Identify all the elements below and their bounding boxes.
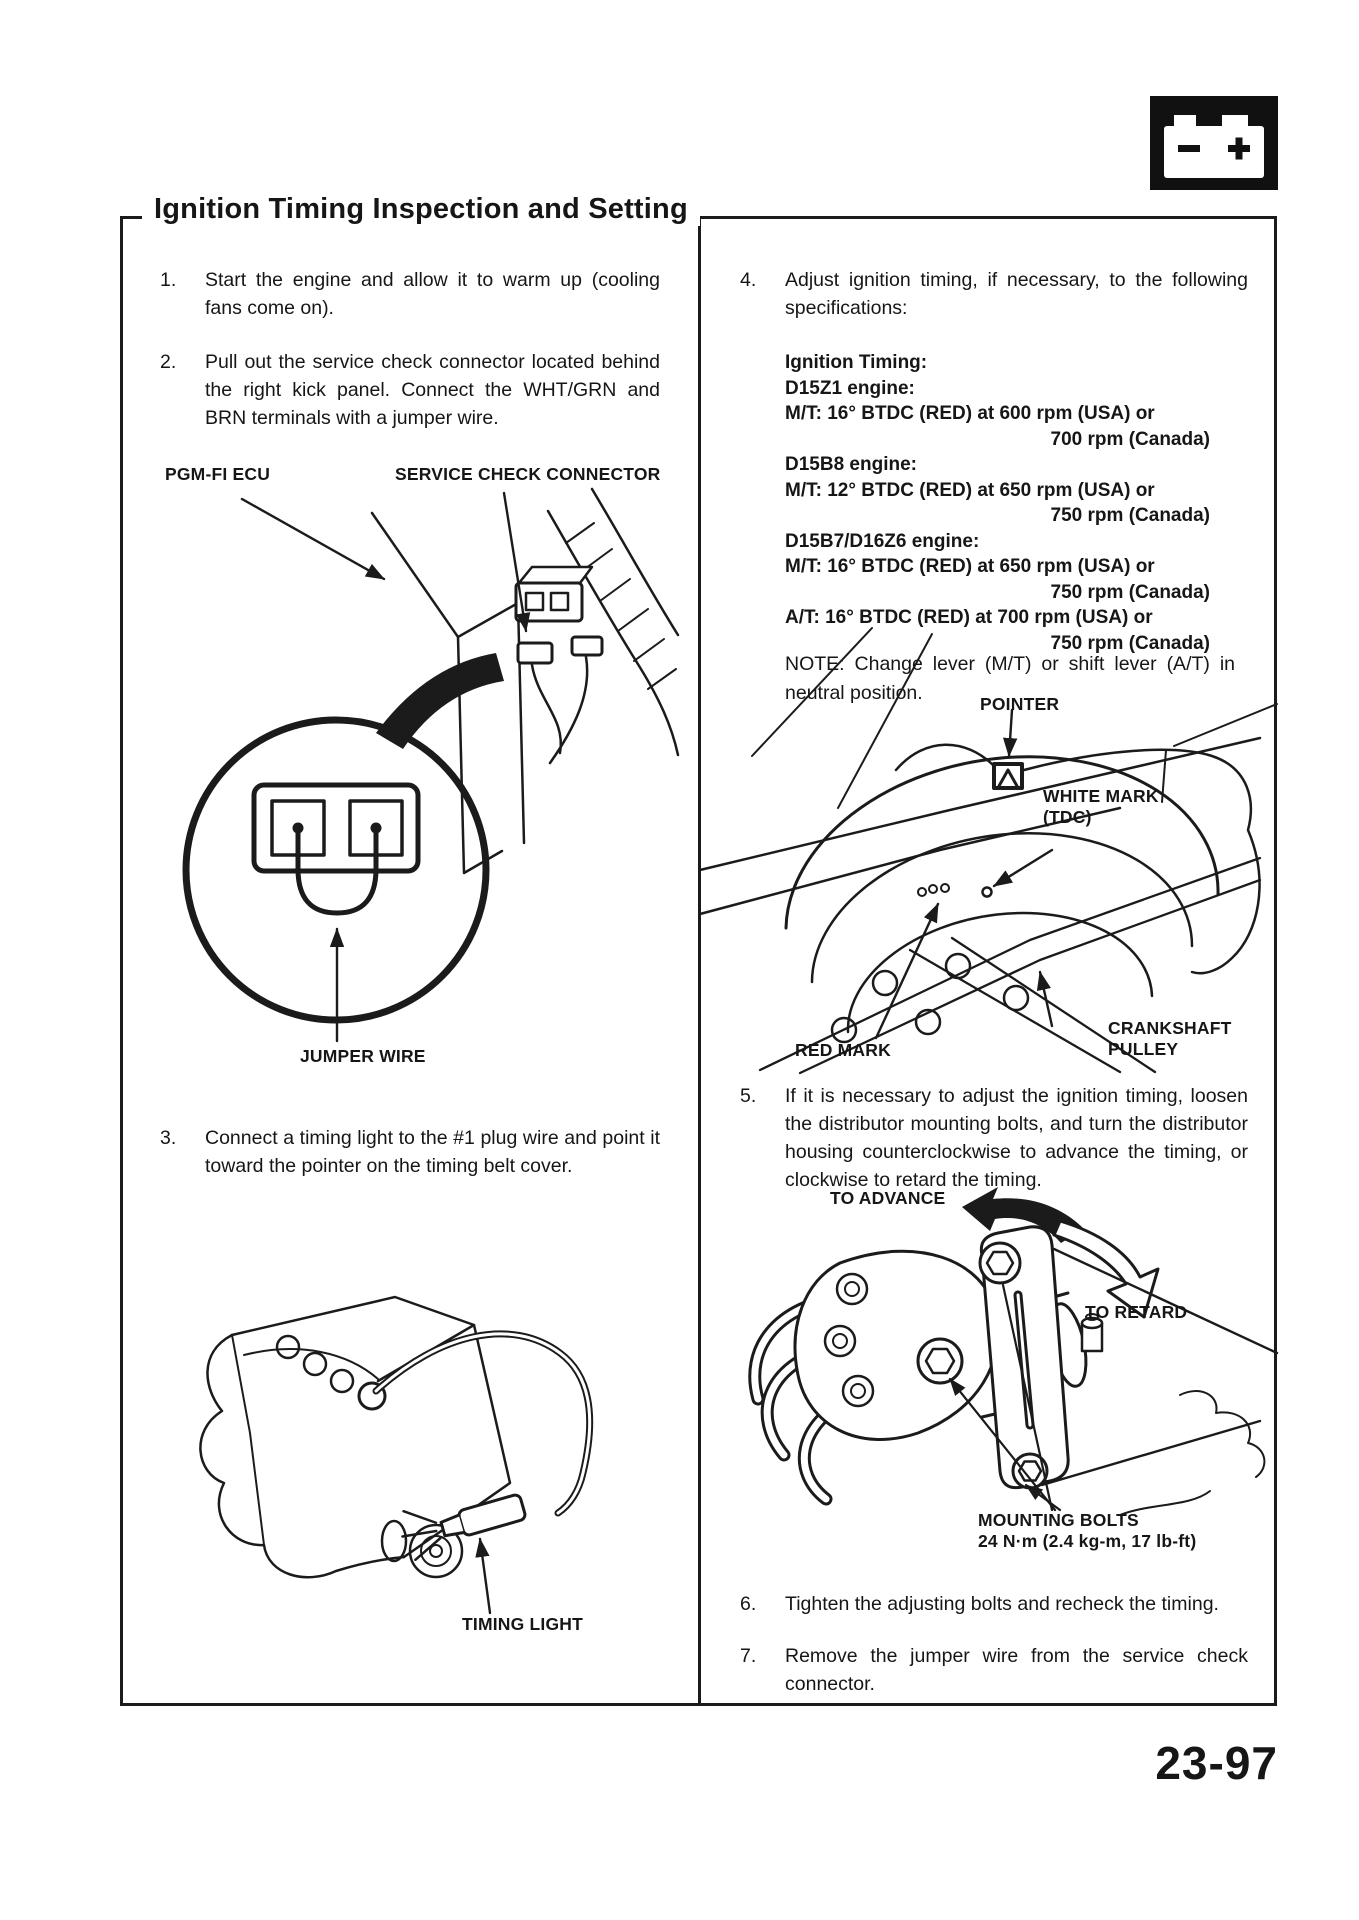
step-2-text: Pull out the service check connector located behind the right kick panel. Connect the WHT/GRN and BRN terminals with a jumper wire. [205,351,660,429]
mounting-bolts-label-line1: MOUNTING BOLTS [978,1510,1139,1530]
spec-engine-d15z1: D15Z1 engine: [785,377,915,399]
step-5-text: If it is necessary to adjust the ignition timing, loosen the distributor mounting bolts, and turn the distributor housing counterclockwise to advance the timing, or clockwise to retard the timing. [785,1085,1248,1191]
white-mark-label-line1: WHITE MARK [1043,786,1159,806]
step-7-text: Remove the jumper wire from the service check connector. [785,1645,1248,1695]
white-mark-label-line2: (TDC) [1043,807,1092,827]
spec-d15z1-mt: M/T: 16° BTDC (RED) at 600 rpm (USA) or [785,403,1155,424]
step-6-number: 6. [740,1593,757,1615]
spec-d15b7-mt-canada: 750 rpm (Canada) [1050,581,1210,603]
step-4 [740,266,1248,322]
spec-d15b7-at-canada: 750 rpm (Canada) [1050,632,1210,654]
crankshaft-pulley-label [1108,1018,1232,1060]
step-4-number: 4. [740,269,757,291]
timing-light-diagram [140,1185,660,1625]
to-advance-label: TO ADVANCE [830,1188,946,1208]
battery-icon [1150,96,1278,190]
spec-engine-d15b8: D15B8 engine: [785,454,917,475]
step-6-text: Tighten the adjusting bolts and recheck the timing. [785,1593,1219,1615]
spec-engine-d15b7-d16z6: D15B7/D16Z6 engine: [785,530,980,552]
jumper-wire-label: JUMPER WIRE [300,1046,426,1066]
spec-d15b8-mt: M/T: 12° BTDC (RED) at 650 rpm (USA) or [785,479,1155,501]
step-2 [160,348,660,432]
step-2-number: 2. [160,351,177,373]
to-retard-label: TO RETARD [1085,1302,1188,1322]
mounting-bolts-torque: 24 N·m (2.4 kg-m, 17 lb-ft) [978,1531,1197,1551]
pgm-fi-ecu-label: PGM-FI ECU [165,464,271,484]
service-check-connector-label: SERVICE CHECK CONNECTOR [395,464,661,484]
crankshaft-pulley-label-line1: CRANKSHAFT [1108,1018,1232,1038]
step-5 [740,1082,1248,1194]
step-7-number: 7. [740,1645,757,1667]
step-3 [160,1124,660,1180]
service-connector-diagram [120,455,680,1075]
step-1-number: 1. [160,269,177,291]
pointer-label: POINTER [980,694,1060,714]
crankshaft-pulley-diagram [700,598,1277,1073]
timing-light-label: TIMING LIGHT [462,1614,583,1634]
red-mark-label: RED MARK [795,1040,891,1060]
spec-d15b7-at: A/T: 16° BTDC (RED) at 700 rpm (USA) or [785,607,1153,628]
step-7 [740,1642,1248,1698]
page-number: 23-97 [1155,1737,1278,1789]
box-border-bottom [120,1703,1277,1706]
spec-d15b8-mt-canada: 750 rpm (Canada) [1050,505,1210,526]
note-text: NOTE: Change lever (M/T) or shift lever (A/T) in neutral position. [785,653,1235,704]
step-3-text: Connect a timing light to the #1 plug wire and point it toward the pointer on the timing belt cover. [205,1127,660,1177]
step-6 [740,1590,1248,1618]
step-4-text: Adjust ignition timing, if necessary, to the following specifications: [785,269,1248,319]
spec-d15b7-mt: M/T: 16° BTDC (RED) at 650 rpm (USA) or [785,556,1155,577]
spec-heading: Ignition Timing: [785,352,928,373]
page-title: Ignition Timing Inspection and Setting [142,193,700,226]
spec-d15z1-mt-canada: 700 rpm (Canada) [1050,428,1210,450]
mounting-bolts-label [978,1510,1196,1552]
crankshaft-pulley-label-line2: PULLEY [1108,1039,1179,1059]
step-1 [160,266,660,322]
white-mark-label [1043,786,1159,828]
step-3-number: 3. [160,1127,177,1149]
step-1-text: Start the engine and allow it to warm up (cooling fans come on). [205,269,660,319]
step-5-number: 5. [740,1085,757,1107]
